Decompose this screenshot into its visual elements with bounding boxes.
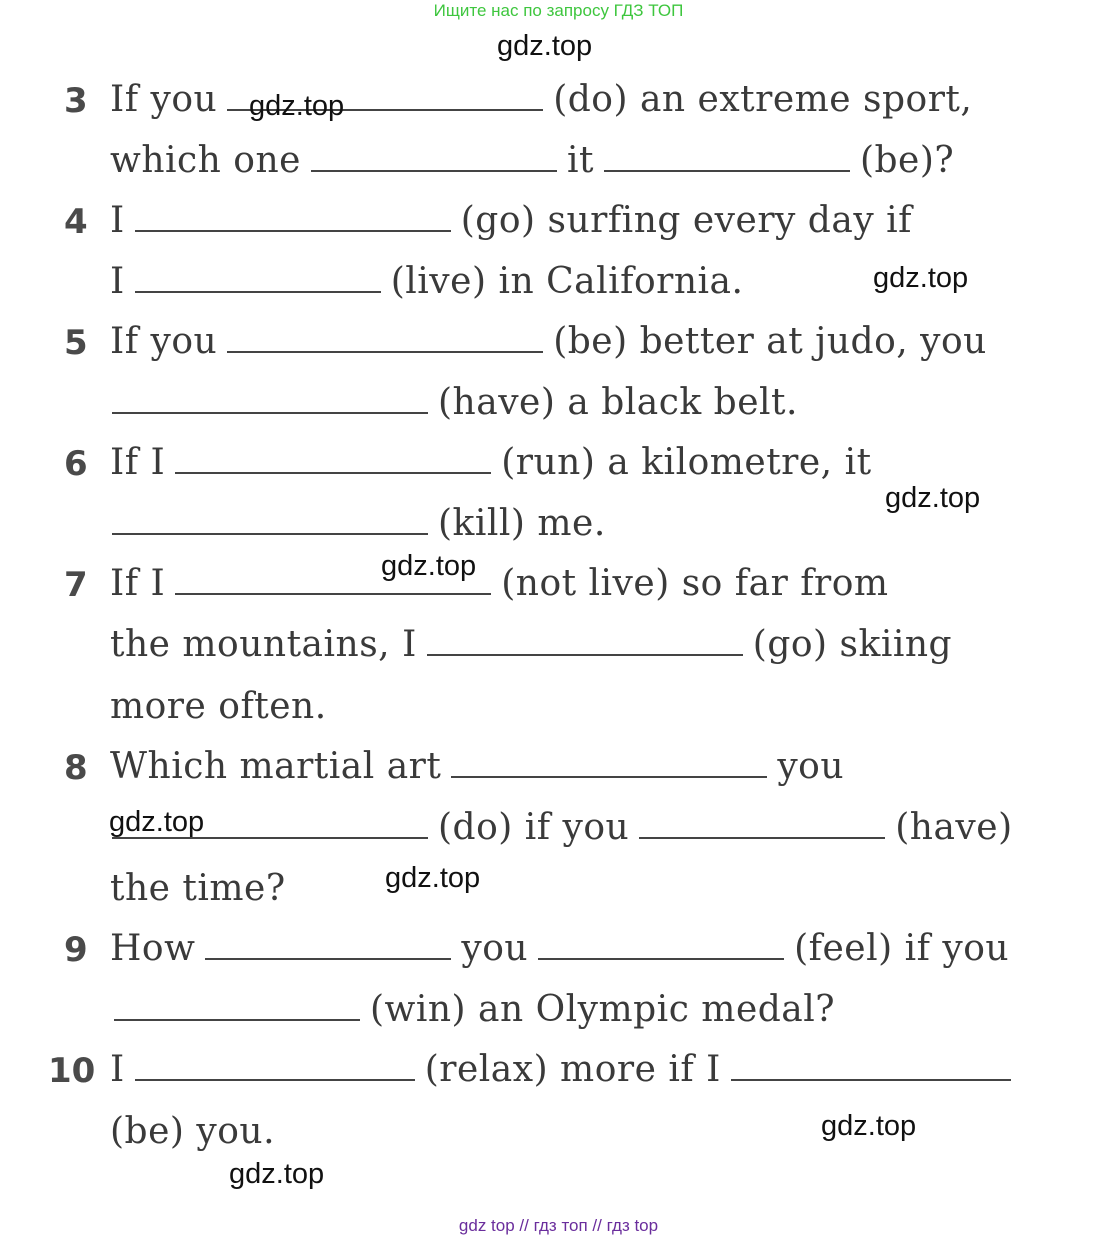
answer-blank[interactable] [311, 169, 557, 172]
watermark: gdz.top [821, 1110, 917, 1142]
top-banner: Ищите нас по запросу ГДЗ ТОП [433, 1, 684, 20]
answer-blank[interactable] [731, 1078, 1011, 1081]
answer-blank[interactable] [175, 592, 491, 595]
watermark: gdz.top [229, 1158, 325, 1190]
exercise-line: more often. [110, 686, 327, 727]
exercise-line: I (go) surfing every day if [110, 200, 912, 241]
answer-blank[interactable] [205, 957, 451, 960]
answer-blank[interactable] [135, 1078, 415, 1081]
item-number: 4 [64, 202, 88, 242]
exercise-line: the mountains, I (go) skiing [110, 624, 953, 665]
exercise-line: which one it (be)? [110, 140, 955, 181]
exercise-line: If you (do) an extreme sport, [110, 79, 973, 120]
exercise-line: (have) a black belt. [110, 385, 798, 421]
exercise-line: Which martial art you [110, 746, 845, 787]
answer-blank[interactable] [114, 1018, 360, 1021]
answer-blank[interactable] [175, 471, 491, 474]
item-number: 8 [64, 748, 88, 788]
watermark: gdz.top [381, 550, 477, 582]
answer-blank[interactable] [639, 836, 885, 839]
watermark: gdz.top [873, 262, 969, 294]
exercise-line: How you (feel) if you [110, 928, 1010, 969]
answer-blank[interactable] [538, 957, 784, 960]
exercise-line: If you (be) better at judo, you [110, 321, 987, 362]
answer-blank[interactable] [427, 653, 743, 656]
answer-blank[interactable] [451, 775, 767, 778]
exercise-line: (do) if you (have) [110, 810, 1013, 846]
exercise-line: the time? [110, 868, 286, 909]
exercise-line: (be) you. [110, 1111, 276, 1152]
watermark: gdz.top [249, 90, 345, 122]
item-number: 9 [64, 930, 88, 970]
item-number: 5 [64, 323, 88, 363]
exercise-line: If I (run) a kilometre, it [110, 442, 872, 483]
answer-blank[interactable] [135, 290, 381, 293]
item-number: 7 [64, 565, 88, 605]
exercise-line: (kill) me. [110, 506, 606, 542]
item-number: 6 [64, 444, 88, 484]
exercise-line: (win) an Olympic medal? [110, 992, 835, 1028]
item-number: 10 [48, 1051, 96, 1091]
answer-blank[interactable] [112, 411, 428, 414]
bottom-banner: gdz top // гдз топ // гдз top [458, 1216, 659, 1235]
answer-blank[interactable] [112, 532, 428, 535]
answer-blank[interactable] [227, 350, 543, 353]
exercise-line: I (live) in California. [110, 261, 744, 302]
watermark: gdz.top [109, 806, 205, 838]
exercise-line: I (relax) more if I [110, 1052, 1021, 1088]
answer-blank[interactable] [135, 229, 451, 232]
answer-blank[interactable] [604, 169, 850, 172]
exercise-line: If I (not live) so far from [110, 563, 889, 604]
watermark: gdz.top [385, 862, 481, 894]
watermark: gdz.top [885, 482, 981, 514]
watermark: gdz.top [497, 30, 593, 62]
item-number: 3 [64, 81, 88, 121]
